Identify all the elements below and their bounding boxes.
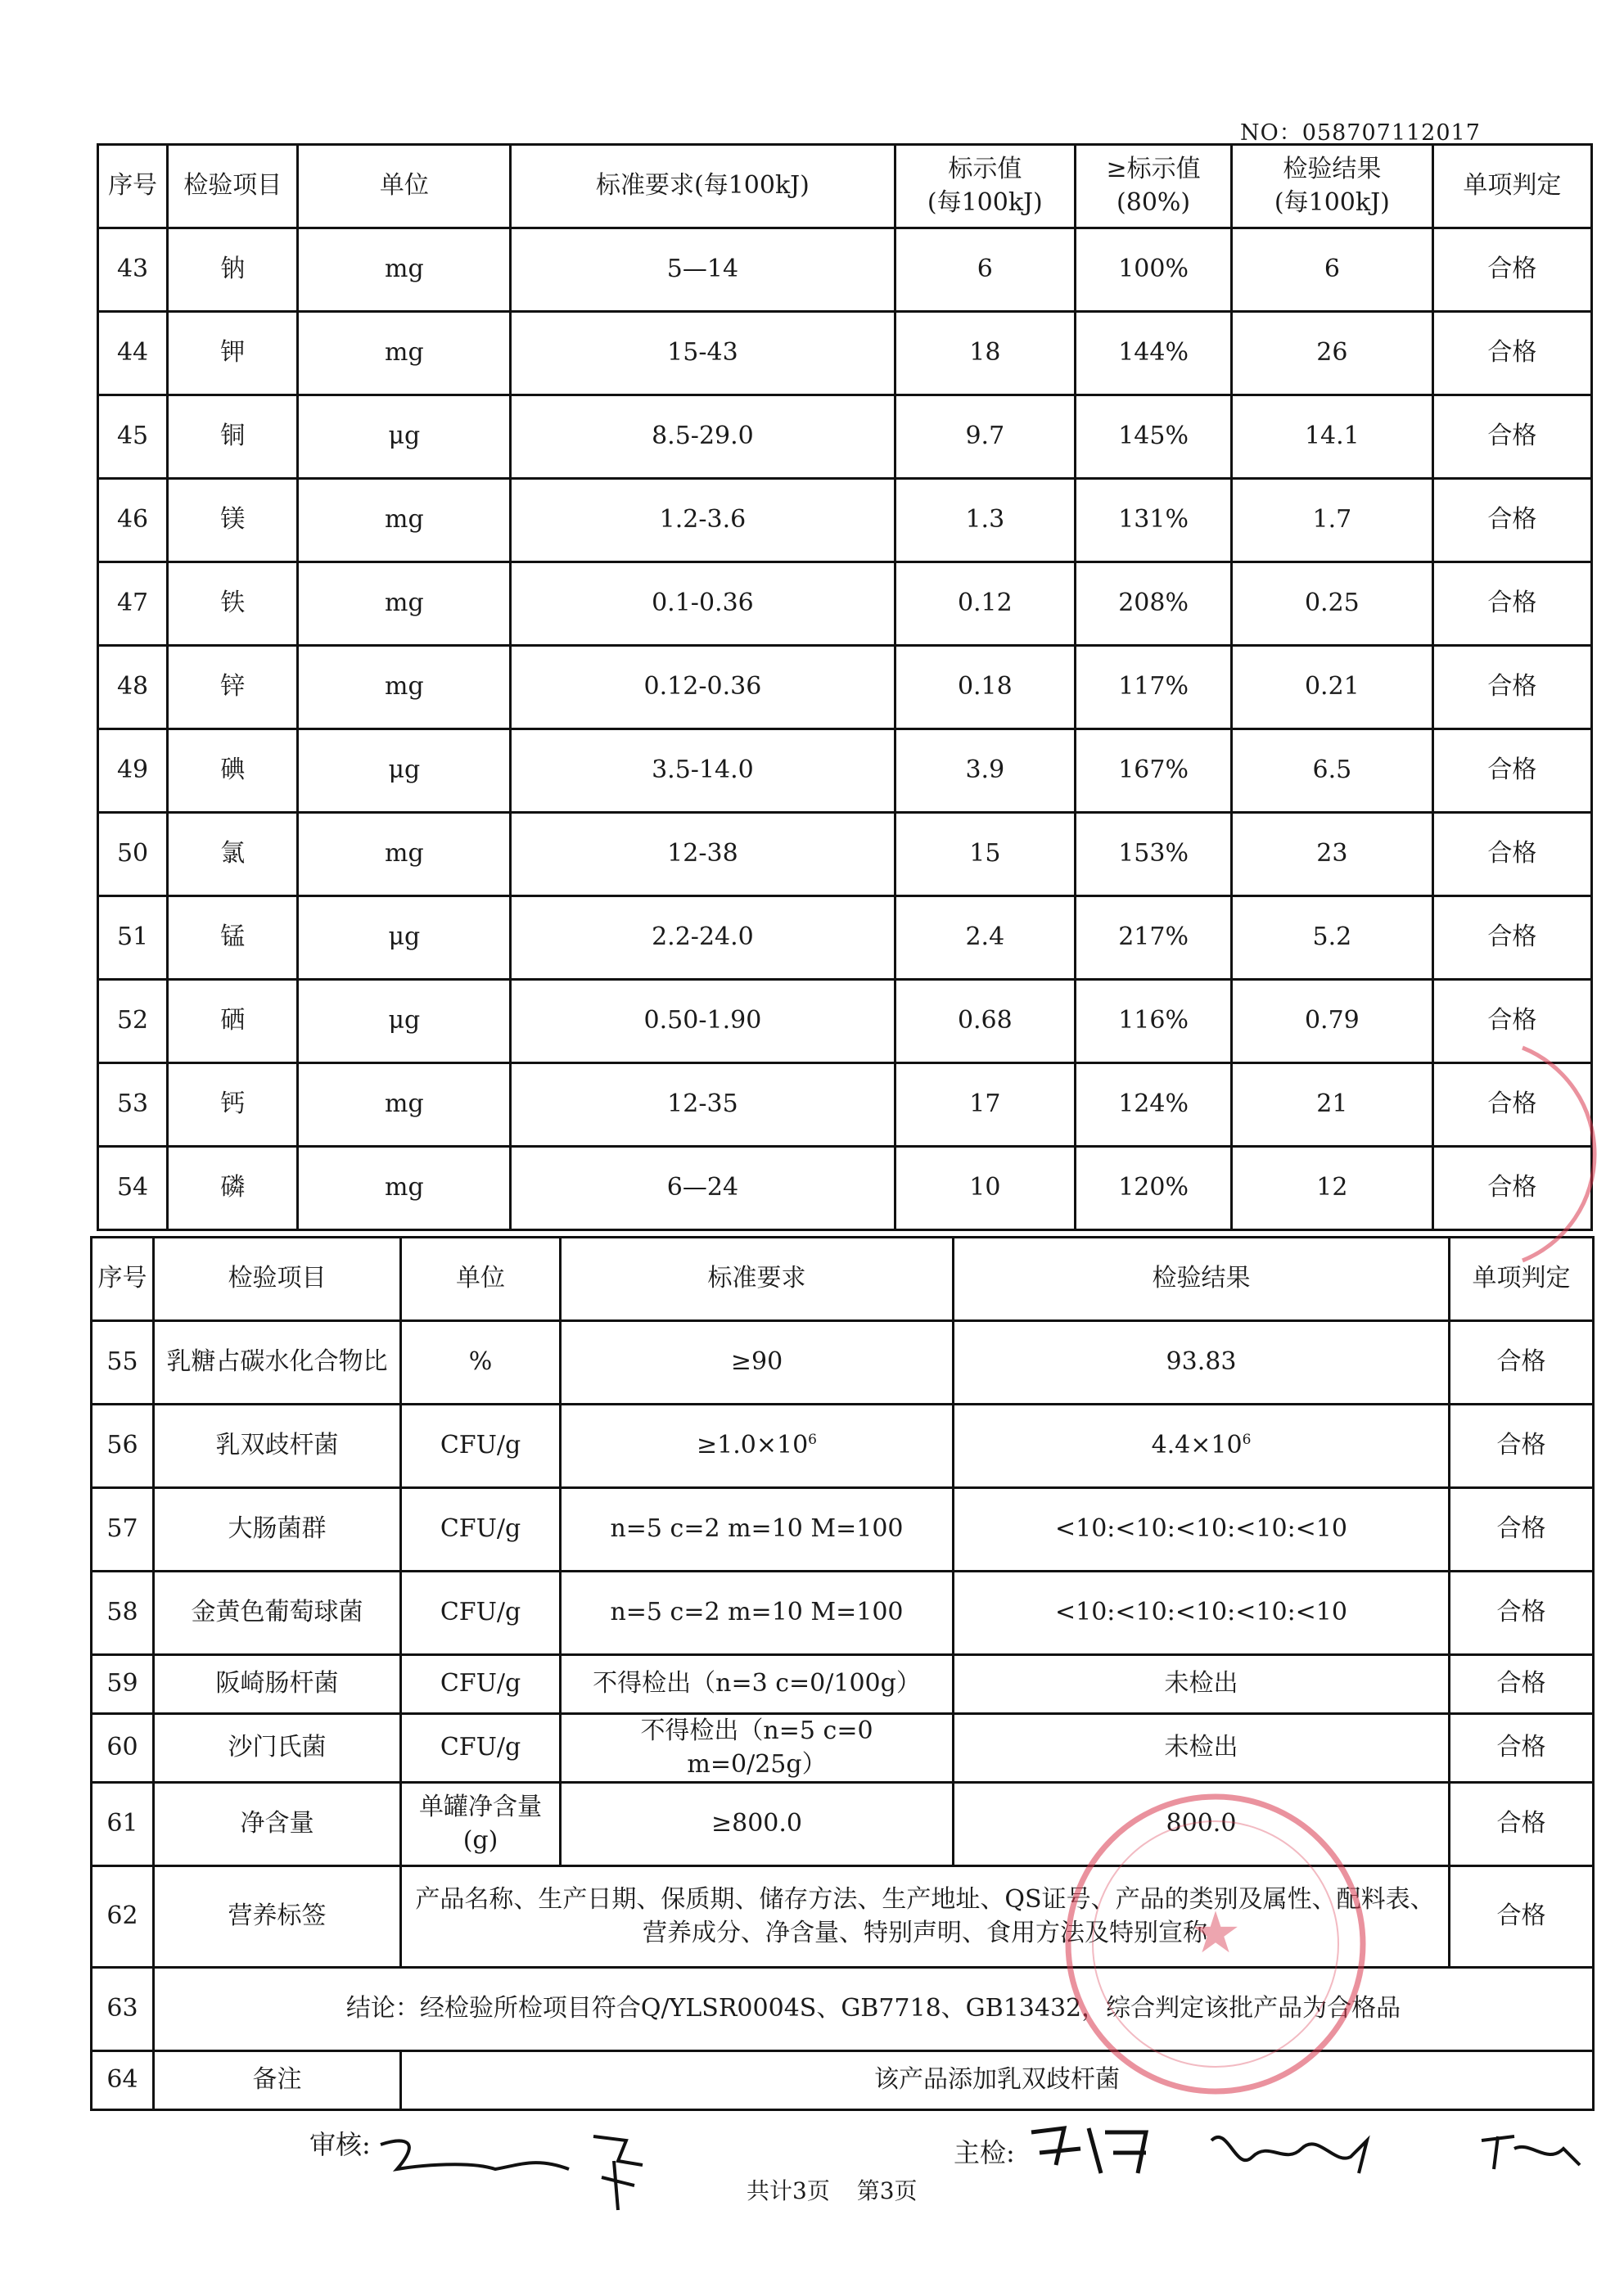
- row-no: 57: [92, 1488, 154, 1572]
- row-standard: 不得检出（n=3 c=0/100g）: [561, 1655, 954, 1714]
- row-no: 59: [92, 1655, 154, 1714]
- table-row: [92, 1488, 1594, 1572]
- row-no: 46: [98, 479, 168, 562]
- row-item: 大肠菌群: [154, 1488, 401, 1572]
- row-standard: ≥800.0: [561, 1783, 954, 1866]
- row-percent: 153%: [1076, 813, 1232, 896]
- row-standard: 3.5-14.0: [511, 729, 895, 813]
- note-row: [92, 2051, 1594, 2110]
- row-standard: ≥90: [561, 1321, 954, 1405]
- row-item: 营养标签: [154, 1866, 401, 1968]
- row-standard: 0.12-0.36: [511, 646, 895, 729]
- header-unit: 单位: [298, 145, 511, 228]
- header-item: 检验项目: [154, 1238, 401, 1321]
- table-row: [92, 1321, 1594, 1405]
- row-result: 14.1: [1232, 395, 1433, 479]
- row-label-value: 9.7: [895, 395, 1075, 479]
- row-no: 51: [98, 896, 168, 980]
- row-unit: mg: [298, 562, 511, 646]
- svg-text:★: ★: [1189, 1899, 1242, 1966]
- row-item: 钾: [168, 312, 298, 395]
- table-row: [92, 1714, 1594, 1783]
- row-no: 45: [98, 395, 168, 479]
- row-percent: 100%: [1076, 228, 1232, 312]
- row-standard: n=5 c=2 m=10 M=100: [561, 1488, 954, 1572]
- row-result: 23: [1232, 813, 1433, 896]
- row-percent: 144%: [1076, 312, 1232, 395]
- row-no: 54: [98, 1147, 168, 1230]
- row-standard: 6—24: [511, 1147, 895, 1230]
- row-item: 碘: [168, 729, 298, 813]
- table-row: [98, 896, 1592, 980]
- row-percent: 117%: [1076, 646, 1232, 729]
- row-result: 0.79: [1232, 980, 1433, 1063]
- table-row: [98, 228, 1592, 312]
- row-no: 62: [92, 1866, 154, 1968]
- conclusion-text: 结论：经检验所检项目符合Q/YLSR0004S、GB7718、GB13432，综合判定该批产品为合格品: [154, 1968, 1594, 2051]
- row-label-value: 17: [895, 1063, 1075, 1147]
- row-result: 6: [1232, 228, 1433, 312]
- row-standard: 1.2-3.6: [511, 479, 895, 562]
- result-exponent: 6: [1242, 1432, 1252, 1449]
- row-judgement: 合格: [1450, 1488, 1594, 1572]
- row-judgement: 合格: [1432, 813, 1591, 896]
- row-unit: mg: [298, 1063, 511, 1147]
- row-judgement: 合格: [1432, 395, 1591, 479]
- row-result: 1.7: [1232, 479, 1433, 562]
- row-item: 硒: [168, 980, 298, 1063]
- table-row: [98, 1063, 1592, 1147]
- row-no: 53: [98, 1063, 168, 1147]
- header-no: 序号: [98, 145, 168, 228]
- row-result: 0.25: [1232, 562, 1433, 646]
- row-standard: n=5 c=2 m=10 M=100: [561, 1572, 954, 1655]
- row-no: 49: [98, 729, 168, 813]
- row-result: <10:<10:<10:<10:<10: [954, 1488, 1450, 1572]
- header-label-value: 标示值 (每100kJ): [895, 145, 1075, 228]
- row-item: 钙: [168, 1063, 298, 1147]
- row-standard: [561, 1405, 954, 1488]
- row-item: 镁: [168, 479, 298, 562]
- row-result: 5.2: [1232, 896, 1433, 980]
- row-standard: 不得检出（n=5 c=0 m=0/25g）: [561, 1714, 954, 1783]
- inspector-label: 主检:: [954, 2137, 1015, 2168]
- nutrient-table: [97, 143, 1593, 1231]
- row-percent: 131%: [1076, 479, 1232, 562]
- row-result: 未检出: [954, 1655, 1450, 1714]
- row-item: 乳双歧杆菌: [154, 1405, 401, 1488]
- row-no: 56: [92, 1405, 154, 1488]
- header-result: 检验结果: [954, 1238, 1450, 1321]
- report-number: NO：058707112017: [1240, 120, 1481, 146]
- row-standard: 15-43: [511, 312, 895, 395]
- row-no: 47: [98, 562, 168, 646]
- row-unit: CFU/g: [401, 1714, 561, 1783]
- row-label-value: 15: [895, 813, 1075, 896]
- header-standard: 标准要求: [561, 1238, 954, 1321]
- review-label: 审核:: [309, 2129, 371, 2160]
- page-current: 第3页: [856, 2177, 918, 2204]
- row-no: 52: [98, 980, 168, 1063]
- row-standard: 0.1-0.36: [511, 562, 895, 646]
- row-unit: mg: [298, 312, 511, 395]
- result-base: 4.4×10: [1151, 1431, 1243, 1460]
- row-judgement: 合格: [1432, 479, 1591, 562]
- row-item: 沙门氏菌: [154, 1714, 401, 1783]
- row-no: 55: [92, 1321, 154, 1405]
- row-item: 净含量: [154, 1783, 401, 1866]
- row-label-value: 0.12: [895, 562, 1075, 646]
- row-result: 12: [1232, 1147, 1433, 1230]
- table-row: [98, 980, 1592, 1063]
- row-judgement: 合格: [1432, 1063, 1591, 1147]
- row-judgement: 合格: [1432, 312, 1591, 395]
- row-item: 铜: [168, 395, 298, 479]
- table-row: [92, 1405, 1594, 1488]
- table-row: [98, 646, 1592, 729]
- row-result: 0.21: [1232, 646, 1433, 729]
- row-label-value: 0.68: [895, 980, 1075, 1063]
- row-result: 未检出: [954, 1714, 1450, 1783]
- row-judgement: 合格: [1450, 1321, 1594, 1405]
- table-row: [98, 395, 1592, 479]
- row-item: 钠: [168, 228, 298, 312]
- row-no: 48: [98, 646, 168, 729]
- table-row: [98, 729, 1592, 813]
- row-unit: %: [401, 1321, 561, 1405]
- row-judgement: 合格: [1450, 1714, 1594, 1783]
- row-unit: CFU/g: [401, 1488, 561, 1572]
- row-label-value: 1.3: [895, 479, 1075, 562]
- row-unit: 单罐净含量(g): [401, 1783, 561, 1866]
- table-row: [98, 1147, 1592, 1230]
- row-label-value: 0.18: [895, 646, 1075, 729]
- row-no: 44: [98, 312, 168, 395]
- row-percent: 145%: [1076, 395, 1232, 479]
- row-unit: mg: [298, 479, 511, 562]
- row-judgement: 合格: [1432, 562, 1591, 646]
- header-judgement: 单项判定: [1450, 1238, 1594, 1321]
- row-item: 阪崎肠杆菌: [154, 1655, 401, 1714]
- table-row: [98, 562, 1592, 646]
- page-total: 共计3页: [747, 2177, 830, 2204]
- row-unit: mg: [298, 228, 511, 312]
- page-footer: [737, 2173, 927, 2206]
- row-label-value: 10: [895, 1147, 1075, 1230]
- row-judgement: 合格: [1432, 1147, 1591, 1230]
- row-judgement: 合格: [1432, 228, 1591, 312]
- row-result: [954, 1405, 1450, 1488]
- row-item: 锰: [168, 896, 298, 980]
- row-no: 58: [92, 1572, 154, 1655]
- row-result: 93.83: [954, 1321, 1450, 1405]
- row-percent: 120%: [1076, 1147, 1232, 1230]
- row-unit: μg: [298, 980, 511, 1063]
- note-text: 该产品添加乳双歧杆菌: [401, 2051, 1594, 2110]
- row-result: <10:<10:<10:<10:<10: [954, 1572, 1450, 1655]
- row-unit: mg: [298, 646, 511, 729]
- row-judgement: 合格: [1450, 1405, 1594, 1488]
- table-row: [92, 1572, 1594, 1655]
- row-judgement: 合格: [1450, 1783, 1594, 1866]
- row-item: 铁: [168, 562, 298, 646]
- table-row: [98, 813, 1592, 896]
- table-header-row: [92, 1238, 1594, 1321]
- label-requirements: 产品名称、生产日期、保质期、储存方法、生产地址、QS证号、产品的类别及属性、配料表、营养成分、净含量、特别声明、食用方法及特别宣称: [401, 1866, 1450, 1968]
- header-result: 检验结果 (每100kJ): [1232, 145, 1433, 228]
- row-standard: 12-35: [511, 1063, 895, 1147]
- row-standard: 8.5-29.0: [511, 395, 895, 479]
- row-percent: 217%: [1076, 896, 1232, 980]
- row-no: 63: [92, 1968, 154, 2051]
- row-judgement: 合格: [1432, 980, 1591, 1063]
- table-header-row: [98, 145, 1592, 228]
- row-standard: 0.50-1.90: [511, 980, 895, 1063]
- row-item: 备注: [154, 2051, 401, 2110]
- row-percent: 124%: [1076, 1063, 1232, 1147]
- row-judgement: 合格: [1450, 1655, 1594, 1714]
- table-row: [92, 1655, 1594, 1714]
- row-unit: CFU/g: [401, 1405, 561, 1488]
- row-standard: 5—14: [511, 228, 895, 312]
- table-row: [98, 479, 1592, 562]
- reviewer-signature: [372, 2120, 667, 2218]
- row-standard: 2.2-24.0: [511, 896, 895, 980]
- header-item: 检验项目: [168, 145, 298, 228]
- row-result: 21: [1232, 1063, 1433, 1147]
- table-row: [98, 312, 1592, 395]
- std-base: ≥1.0×10: [697, 1431, 809, 1460]
- row-no: 43: [98, 228, 168, 312]
- header-standard: 标准要求(每100kJ): [511, 145, 895, 228]
- row-percent: 116%: [1076, 980, 1232, 1063]
- row-unit: μg: [298, 896, 511, 980]
- row-unit: μg: [298, 395, 511, 479]
- row-item: 乳糖占碳水化合物比: [154, 1321, 401, 1405]
- row-unit: mg: [298, 813, 511, 896]
- row-judgement: 合格: [1450, 1572, 1594, 1655]
- table-row: [92, 1783, 1594, 1866]
- header-percent: ≥标示值 (80%): [1076, 145, 1232, 228]
- row-no: 50: [98, 813, 168, 896]
- row-item: 氯: [168, 813, 298, 896]
- header-judgement: 单项判定: [1432, 145, 1591, 228]
- row-item: 磷: [168, 1147, 298, 1230]
- row-result: 800.0: [954, 1783, 1450, 1866]
- row-label-value: 3.9: [895, 729, 1075, 813]
- row-unit: CFU/g: [401, 1655, 561, 1714]
- row-label-value: 18: [895, 312, 1075, 395]
- row-result: 26: [1232, 312, 1433, 395]
- row-item: 锌: [168, 646, 298, 729]
- row-judgement: 合格: [1432, 646, 1591, 729]
- table-row: [92, 1866, 1594, 1968]
- row-item: 金黄色葡萄球菌: [154, 1572, 401, 1655]
- std-exponent: 6: [808, 1432, 817, 1449]
- header-unit: 单位: [401, 1238, 561, 1321]
- row-percent: 167%: [1076, 729, 1232, 813]
- row-judgement: 合格: [1432, 729, 1591, 813]
- row-judgement: 合格: [1432, 896, 1591, 980]
- row-standard: 12-38: [511, 813, 895, 896]
- header-no: 序号: [92, 1238, 154, 1321]
- row-unit: CFU/g: [401, 1572, 561, 1655]
- row-no: 64: [92, 2051, 154, 2110]
- row-label-value: 6: [895, 228, 1075, 312]
- quality-table: [90, 1236, 1595, 2111]
- row-no: 61: [92, 1783, 154, 1866]
- row-result: 6.5: [1232, 729, 1433, 813]
- row-label-value: 2.4: [895, 896, 1075, 980]
- row-unit: μg: [298, 729, 511, 813]
- row-judgement: 合格: [1450, 1866, 1594, 1968]
- row-no: 60: [92, 1714, 154, 1783]
- conclusion-row: [92, 1968, 1594, 2051]
- row-percent: 208%: [1076, 562, 1232, 646]
- inspector-signature: [1023, 2116, 1596, 2190]
- row-unit: mg: [298, 1147, 511, 1230]
